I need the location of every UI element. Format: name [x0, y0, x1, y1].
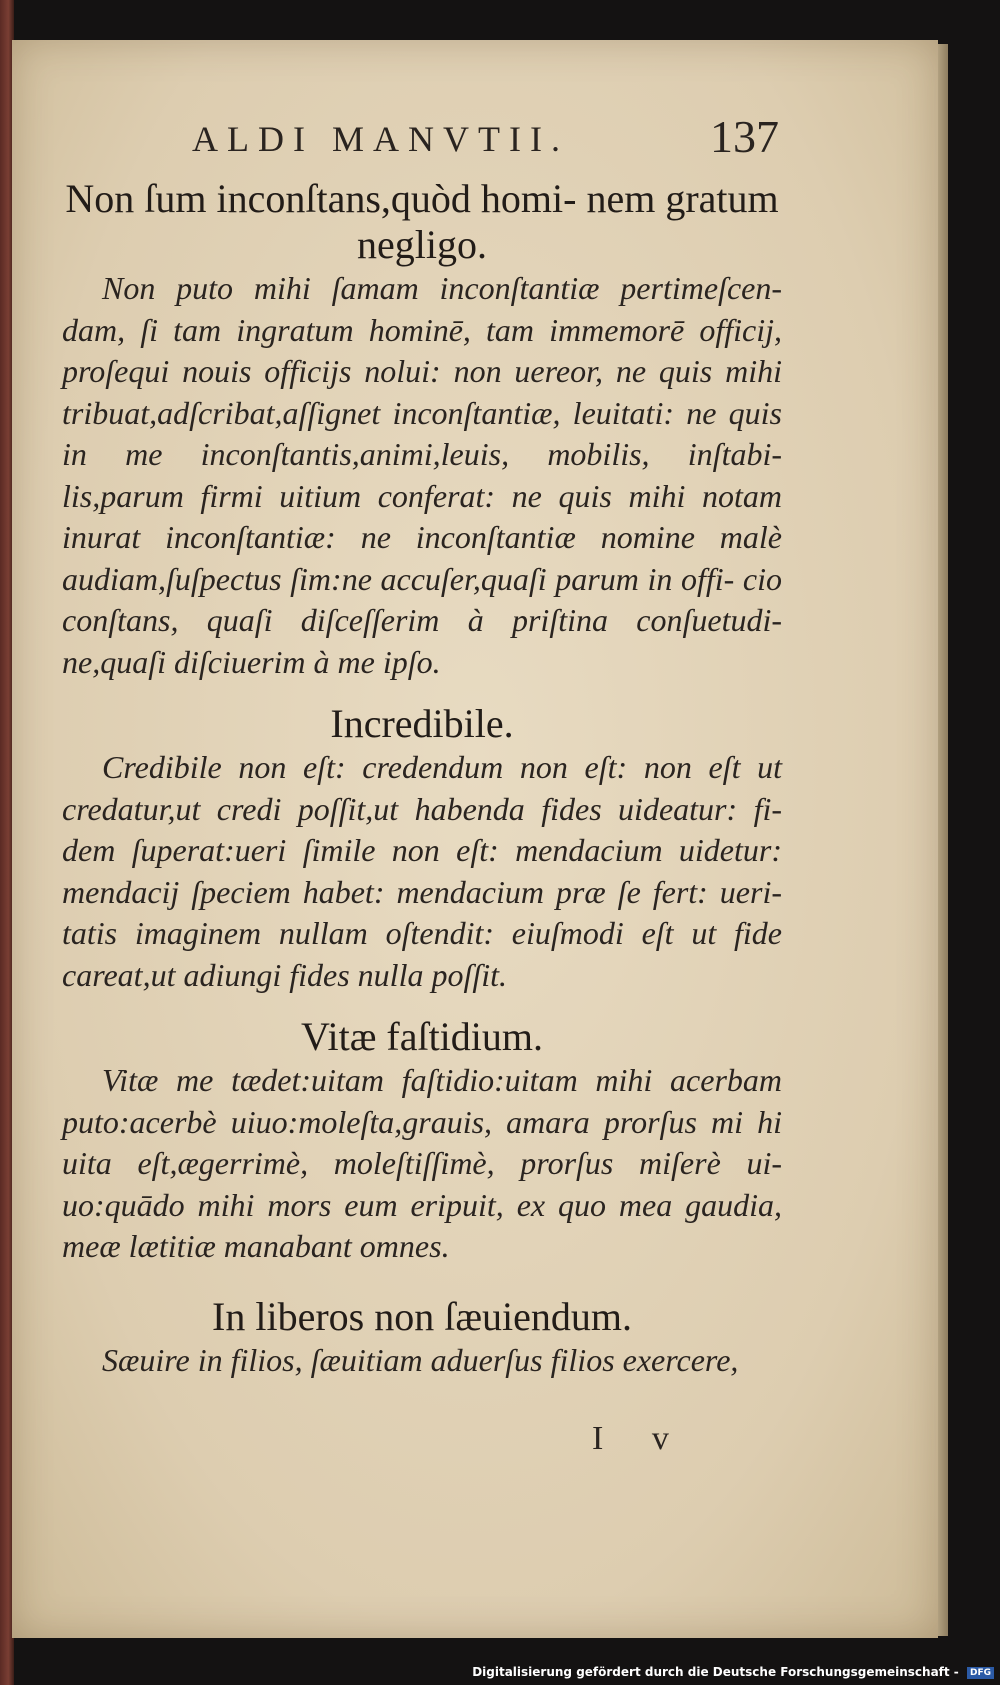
section-heading: In liberos non ſæuiendum.	[212, 1293, 632, 1339]
section-body: Sæuire in filios, ſæuitiam aduerſus filios exercere,	[102, 1341, 739, 1378]
book-page	[12, 40, 938, 1638]
running-head	[62, 110, 782, 170]
signature-mark: I v	[592, 1420, 689, 1457]
section-incredibile	[62, 701, 782, 996]
footer-credit	[472, 1665, 994, 1679]
page-number: 137	[710, 111, 779, 162]
section-heading: Incredibile.	[330, 701, 514, 746]
section-vitae-fastidium	[62, 1014, 782, 1268]
running-head-title: ALDI MANVTII.	[192, 119, 569, 159]
page-content	[62, 110, 782, 1381]
section-heading: Vitæ faſtidium.	[300, 1014, 544, 1059]
section-body: Vitæ me tædet:uitam faſtidio:uitam mihi acerbam puto:acerbè uiuo:moleſta,grauis, amara prorſus mi hi uita eſt,ægerrimè, moleſtiſſimè, prorſus miſerè ui- uo:quādo mihi mors eum eripuit, ex quo mea gaudia, meæ lætitiæ manabant omnes.	[62, 1062, 782, 1264]
section-body: Non puto mihi ſamam inconſtantiæ pertimeſcen- dam, ſi tam ingratum hominē, tam immemorē officij, proſequi nouis officijs nolui: non uereor, ne quis mihi tribuat,adſcribat,aſſignet inconſtantiæ, leuitati: ne quis in me inconſtantis,animi,leuis, mobilis, inſtabi- lis,parum firmi uitium conferat: ne quis mihi notam inurat inconſtantiæ: ne inconſtantiæ nomine malè audiam,ſuſpectus ſim:ne accuſer,quaſi parum in offi- cio conſtans, quaſi diſceſſerim à priſtina conſuetudi- ne,quaſi diſciuerim à me ipſo.	[62, 270, 782, 680]
section-in-liberos	[62, 1294, 782, 1382]
dfg-logo-icon: DFG	[967, 1667, 994, 1679]
section-body: Credibile non eſt: credendum non eſt: non eſt ut credatur,ut credi poſſit,ut habenda fides uideatur: fi- dem ſuperat:ueri ſimile non eſt: mendacium uidetur: mendacij ſpeciem habet: mendacium præ ſe fert: ueri- tatis imaginem nullam oſtendit: eiuſmodi eſt ut fide careat,ut adiungi fides nulla poſſit.	[62, 749, 782, 993]
section-heading: Non ſum inconſtans,quòd homi- nem gratum negligo.	[65, 176, 779, 267]
section-inconstans	[62, 176, 782, 683]
footer-text: Digitalisierung gefördert durch die Deutsche Forschungsgemeinschaft -	[472, 1665, 959, 1679]
